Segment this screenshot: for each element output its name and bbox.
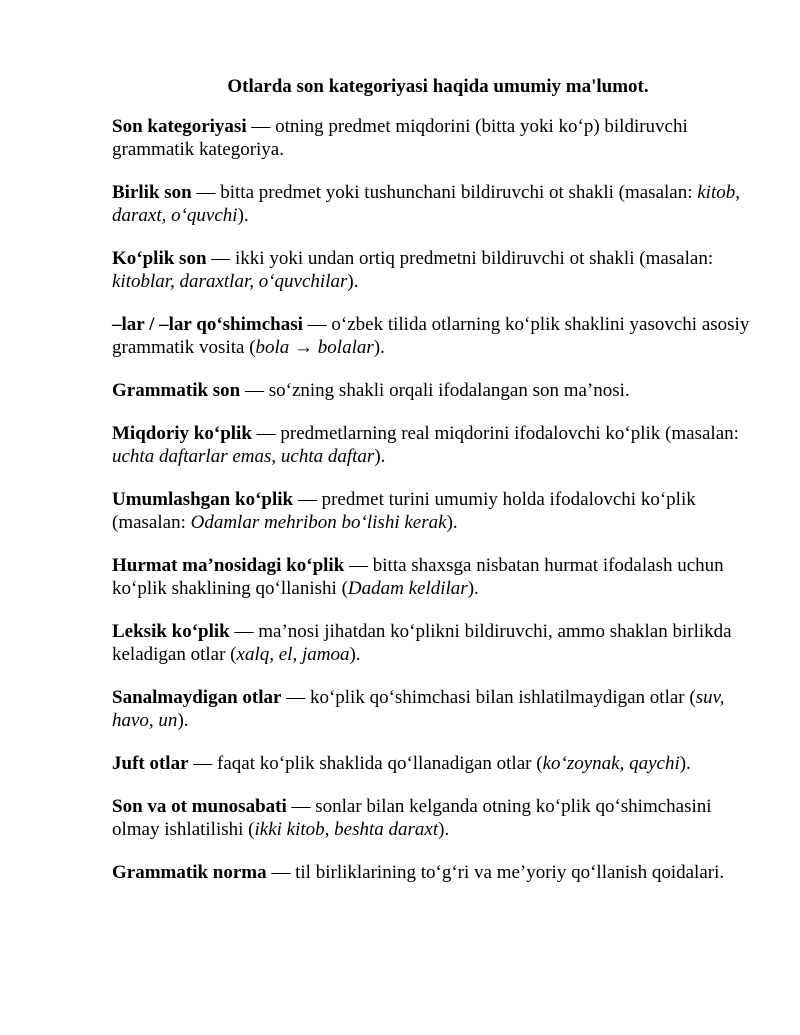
glossary-example: Dadam keldilar [347, 578, 468, 599]
glossary-example: kitoblar, daraxtlar, o‘quvchilar [112, 271, 348, 292]
glossary-definition: ). [349, 644, 361, 665]
glossary-definition: ). [177, 710, 189, 731]
glossary-definition: — otning predmet miqdorini (bitta yoki ko‘p) bildiruvchi grammatik kategoriya. [112, 116, 688, 160]
glossary-term: Grammatik norma [112, 862, 267, 883]
glossary-definition: — bitta predmet yoki tushunchani bildiruvchi ot shakli (masalan: [191, 182, 698, 203]
glossary-example: xalq, el, jamoa [236, 644, 350, 665]
glossary-list [112, 115, 752, 884]
glossary-term: Umumlashgan ko‘plik [112, 489, 294, 510]
glossary-example: kitob, daraxt, o‘quvchi [112, 182, 740, 226]
glossary-definition: ). [237, 205, 249, 226]
glossary-entry [112, 861, 752, 884]
glossary-term: Grammatik son [112, 380, 241, 401]
document-title: Otlarda son kategoriyasi haqida umumiy ma'lumot. [227, 76, 649, 97]
glossary-definition: — ikki yoki undan ortiq predmetni bildiruvchi ot shakli (masalan: [206, 248, 714, 269]
glossary-definition: — predmetlarning real miqdorini ifodalovchi ko‘plik (masalan: [251, 423, 739, 444]
glossary-term: Juft otlar [112, 753, 189, 774]
glossary-entry [112, 422, 752, 468]
glossary-definition: ). [347, 271, 359, 292]
glossary-entry [112, 313, 752, 359]
glossary-entry [112, 554, 752, 600]
glossary-example: bola → bolalar [255, 337, 374, 358]
glossary-definition: — bitta shaxsga nisbatan hurmat ifodalash uchun ko‘plik shaklining qo‘llanishi ( [112, 555, 724, 599]
glossary-term: Birlik son [112, 182, 192, 203]
glossary-entry [112, 620, 752, 666]
glossary-term: –lar / –lar qo‘shimchasi [112, 314, 303, 335]
glossary-definition: ). [679, 753, 691, 774]
glossary-example: uchta daftarlar emas, uchta daftar [112, 446, 375, 467]
glossary-definition: — ko‘plik qo‘shimchasi bilan ishlatilmaydigan otlar ( [281, 687, 696, 708]
glossary-example: ikki kitob, beshta daraxt [254, 819, 439, 840]
glossary-term: Leksik ko‘plik [112, 621, 230, 642]
glossary-term: Hurmat ma’nosidagi ko‘plik [112, 555, 345, 576]
glossary-entry [112, 686, 752, 732]
glossary-definition: ). [467, 578, 479, 599]
glossary-entry [112, 379, 752, 402]
glossary-definition: ). [374, 446, 386, 467]
glossary-definition: ). [446, 512, 458, 533]
glossary-definition: ). [373, 337, 385, 358]
document-page [112, 74, 752, 904]
glossary-term: Son va ot munosabati [112, 796, 287, 817]
glossary-example: ko‘zoynak, qaychi [542, 753, 680, 774]
glossary-definition: — faqat ko‘plik shaklida qo‘llanadigan otlar ( [188, 753, 543, 774]
glossary-definition: — sonlar bilan kelganda otning ko‘plik qo‘shimchasini olmay ishlatilishi ( [112, 796, 712, 840]
glossary-entry [112, 795, 752, 841]
glossary-definition: — predmet turini umumiy holda ifodalovchi ko‘plik (masalan: [112, 489, 696, 533]
glossary-entry [112, 181, 752, 227]
glossary-definition: — so‘zning shakli orqali ifodalangan son ma’nosi. [240, 380, 630, 401]
glossary-term: Ko‘plik son [112, 248, 207, 269]
glossary-entry [112, 115, 752, 161]
glossary-term: Miqdoriy ko‘plik [112, 423, 252, 444]
glossary-example: suv, havo, un [112, 687, 725, 731]
glossary-term: Son kategoriyasi [112, 116, 247, 137]
glossary-definition: — o‘zbek tilida otlarning ko‘plik shaklini yasovchi asosiy grammatik vosita ( [112, 314, 750, 358]
glossary-entry [112, 247, 752, 293]
glossary-term: Sanalmaydigan otlar [112, 687, 282, 708]
glossary-definition: — til birliklarining to‘g‘ri va me’yoriy qo‘llanish qoidalari. [266, 862, 725, 883]
glossary-entry [112, 488, 752, 534]
glossary-example: Odamlar mehribon bo‘lishi kerak [190, 512, 447, 533]
glossary-definition: ). [438, 819, 450, 840]
glossary-definition: — ma’nosi jihatdan ko‘plikni bildiruvchi, ammo shaklan birlikda keladigan otlar ( [112, 621, 732, 665]
glossary-entry [112, 752, 752, 775]
